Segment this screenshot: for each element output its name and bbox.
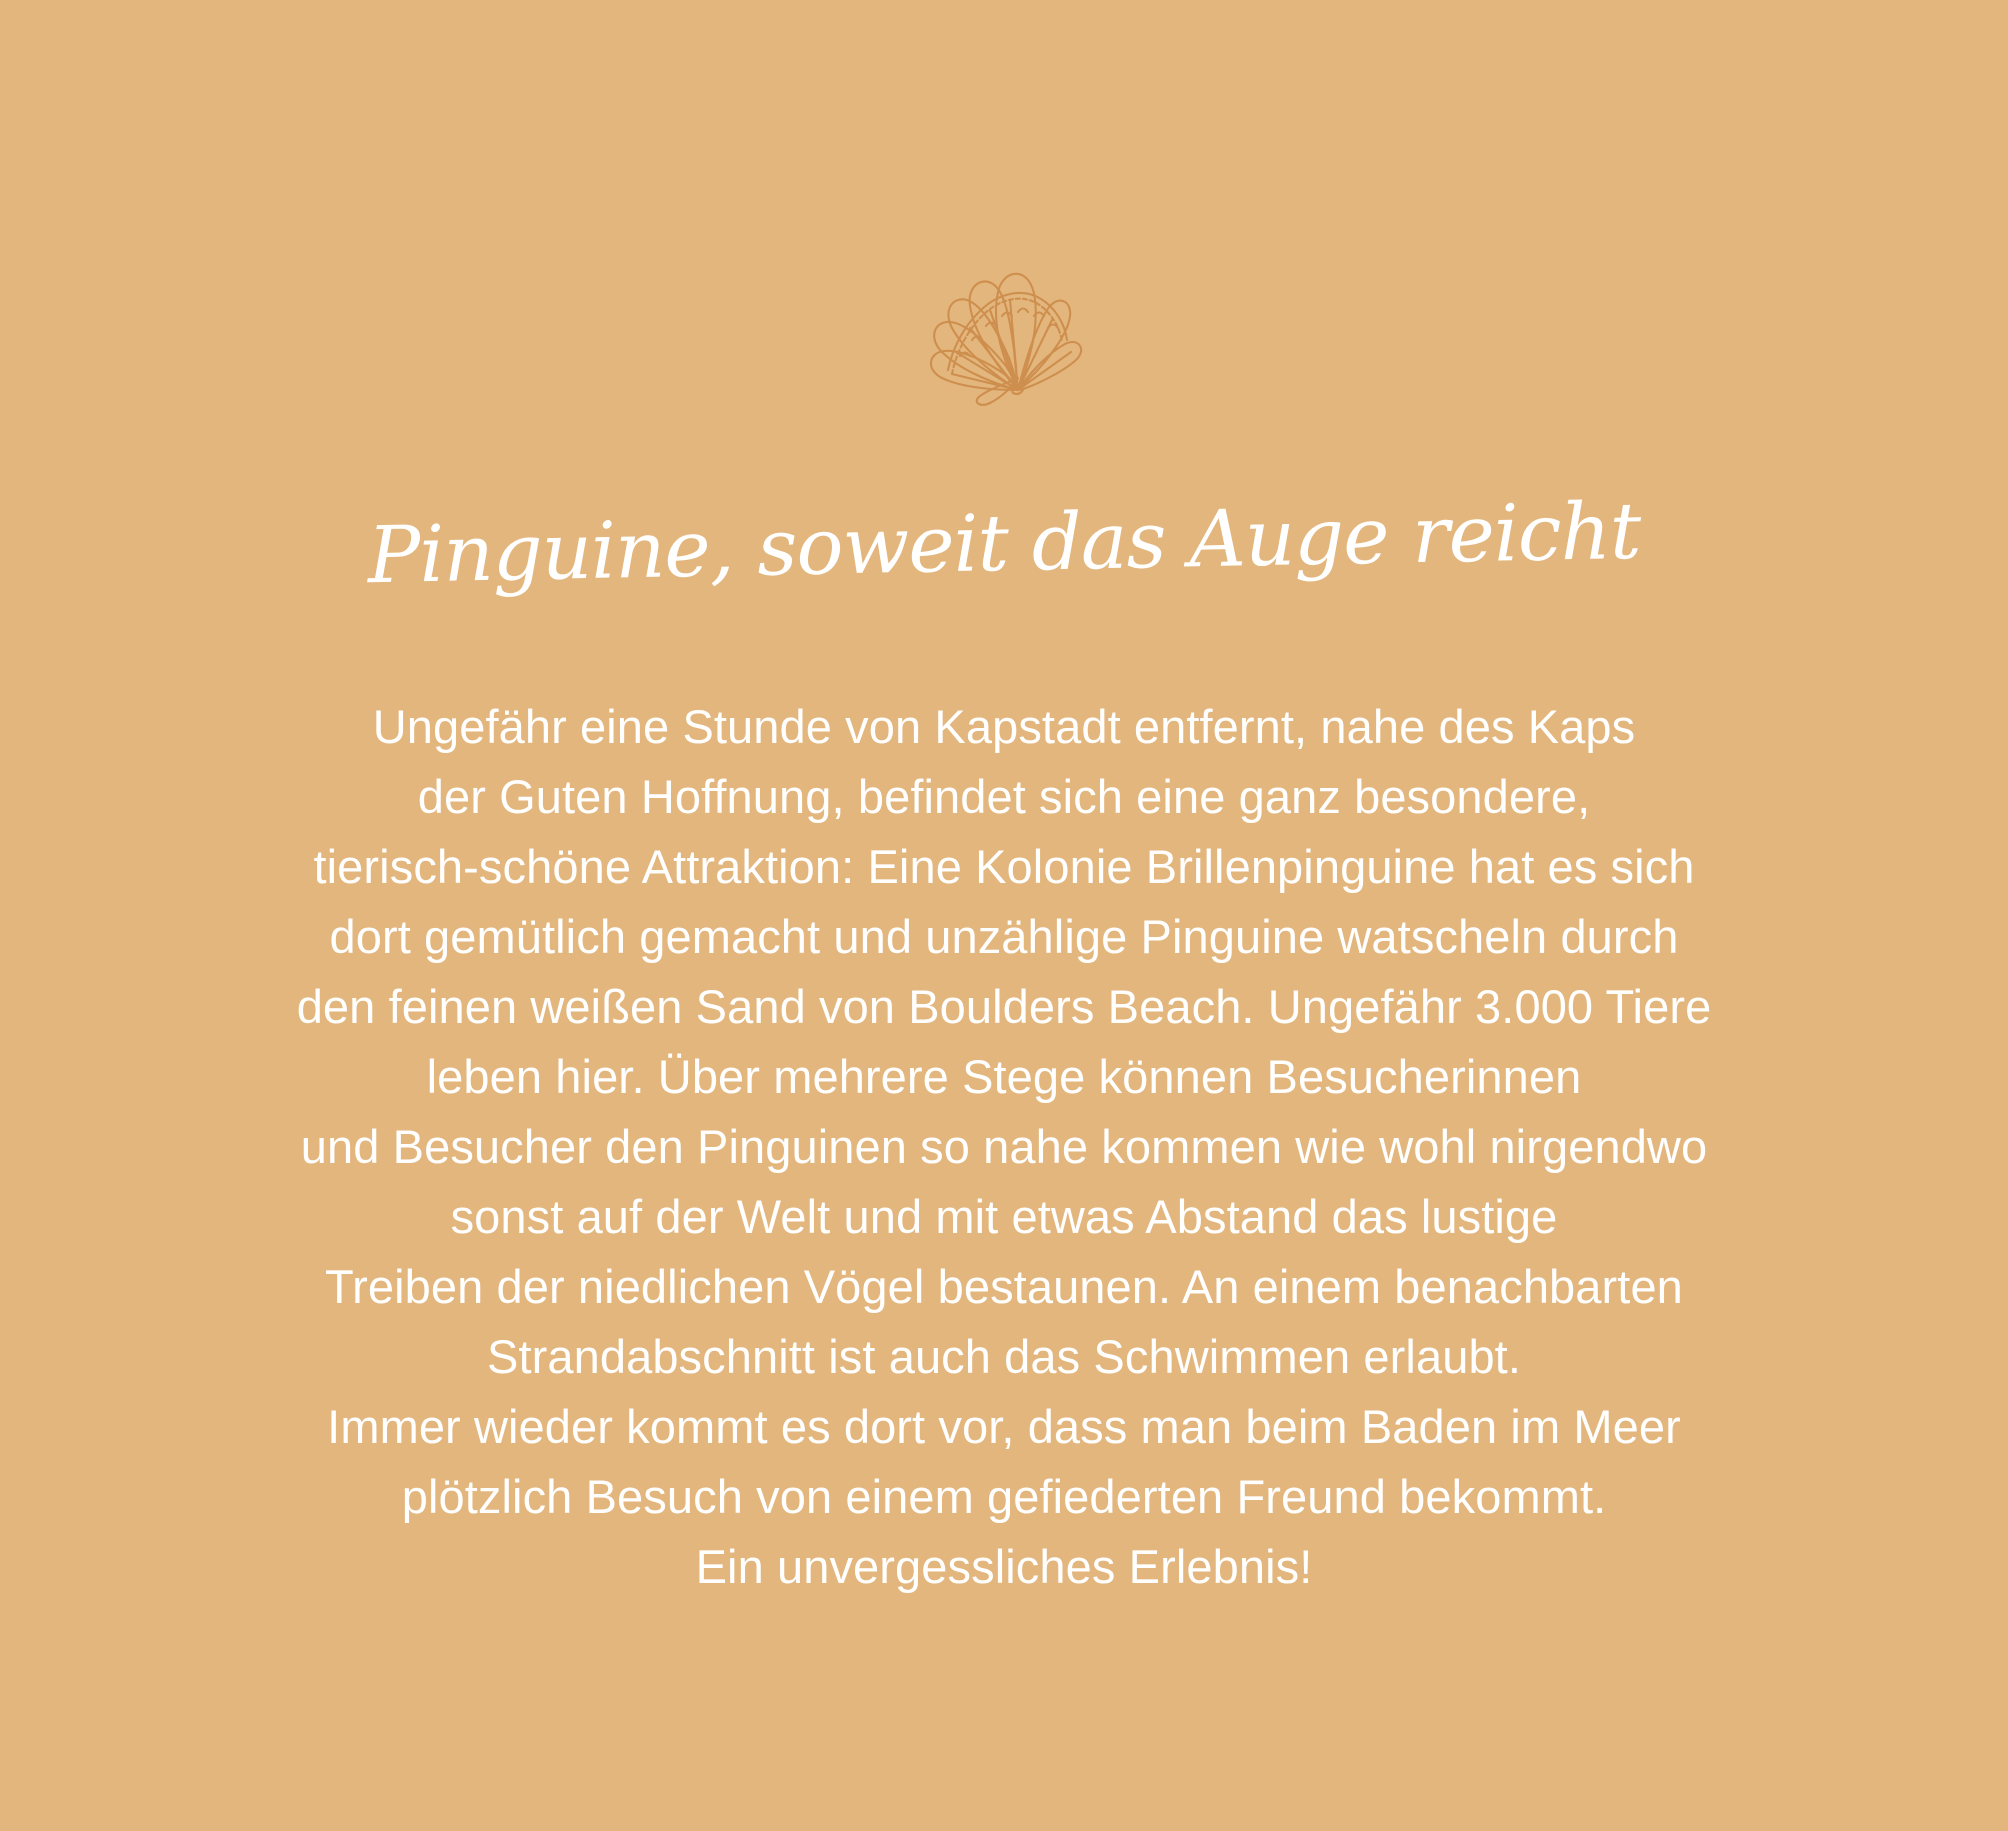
body-line: Treiben der niedlichen Vögel bestaunen. An einem benachbarten xyxy=(325,1260,1683,1313)
body-line: tierisch-schöne Attraktion: Eine Kolonie Brillenpinguine hat es sich xyxy=(313,840,1695,893)
page-title: Pinguine, soweit das Auge reicht xyxy=(366,486,1642,602)
body-line: Ein unvergessliches Erlebnis! xyxy=(695,1540,1313,1593)
body-line: und Besucher den Pinguinen so nahe kommen wie wohl nirgendwo xyxy=(300,1120,1708,1173)
body-line: den feinen weißen Sand von Boulders Beach. Ungefähr 3.000 Tiere xyxy=(296,980,1712,1033)
body-copy xyxy=(254,692,1754,1602)
body-line: plötzlich Besuch von einem gefiederten Freund bekommt. xyxy=(401,1470,1607,1523)
body-line: sonst auf der Welt und mit etwas Abstand das lustige xyxy=(450,1190,1558,1243)
body-line: Immer wieder kommt es dort vor, dass man beim Baden im Meer xyxy=(327,1400,1681,1453)
body-line: leben hier. Über mehrere Stege können Besucherinnen xyxy=(426,1050,1582,1103)
body-line: Ungefähr eine Stunde von Kapstadt entfernt, nahe des Kaps xyxy=(372,700,1636,753)
body-line: Strandabschnitt ist auch das Schwimmen erlaubt. xyxy=(487,1330,1521,1383)
seashell-icon xyxy=(914,258,1094,413)
body-line: der Guten Hoffnung, befindet sich eine ganz besondere, xyxy=(417,770,1591,823)
body-line: dort gemütlich gemacht und unzählige Pinguine watscheln durch xyxy=(329,910,1679,963)
